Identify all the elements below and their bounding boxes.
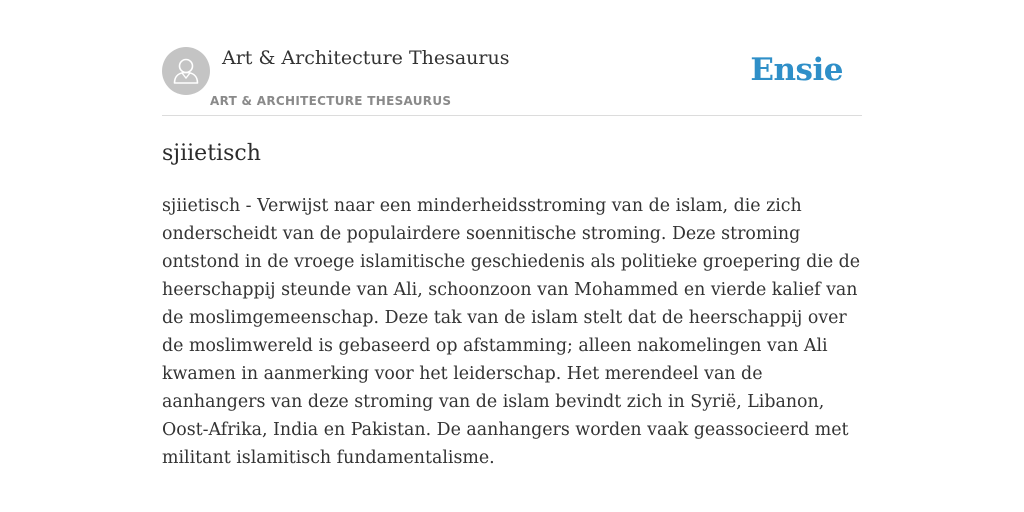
ensie-logo[interactable]: Ensie [750,52,843,88]
source-title[interactable]: Art & Architecture Thesaurus [222,47,510,69]
source-subtitle[interactable]: ART & ARCHITECTURE THESAURUS [210,94,452,108]
source-header [162,0,862,116]
avatar[interactable] [162,47,210,95]
entry-definition: sjiietisch - Verwijst naar een minderheidsstroming van de islam, die zich onderscheidt van de populairdere soennitische stroming. Deze stroming ontstond in de vroege islamitische geschiedenis als politieke groepering die de heerschappij steunde van Ali, schoonzoon van Mohammed en vierde kalief van de moslimgemeenschap. Deze tak van de islam stelt dat de heerschappij over de moslimwereld is gebaseerd op afstamming; alleen nakomelingen van Ali kwamen in aanmerking voor het leiderschap. Het merendeel van de aanhangers van deze stroming van de islam bevindt zich in Syrië, Libanon, Oost-Afrika, India en Pakistan. De aanhangers worden vaak geassocieerd met militant islamitisch fundamentalisme. [162,196,861,468]
content-container [162,0,862,468]
user-placeholder-icon [162,47,210,95]
entry-title: sjiietisch [162,141,261,166]
